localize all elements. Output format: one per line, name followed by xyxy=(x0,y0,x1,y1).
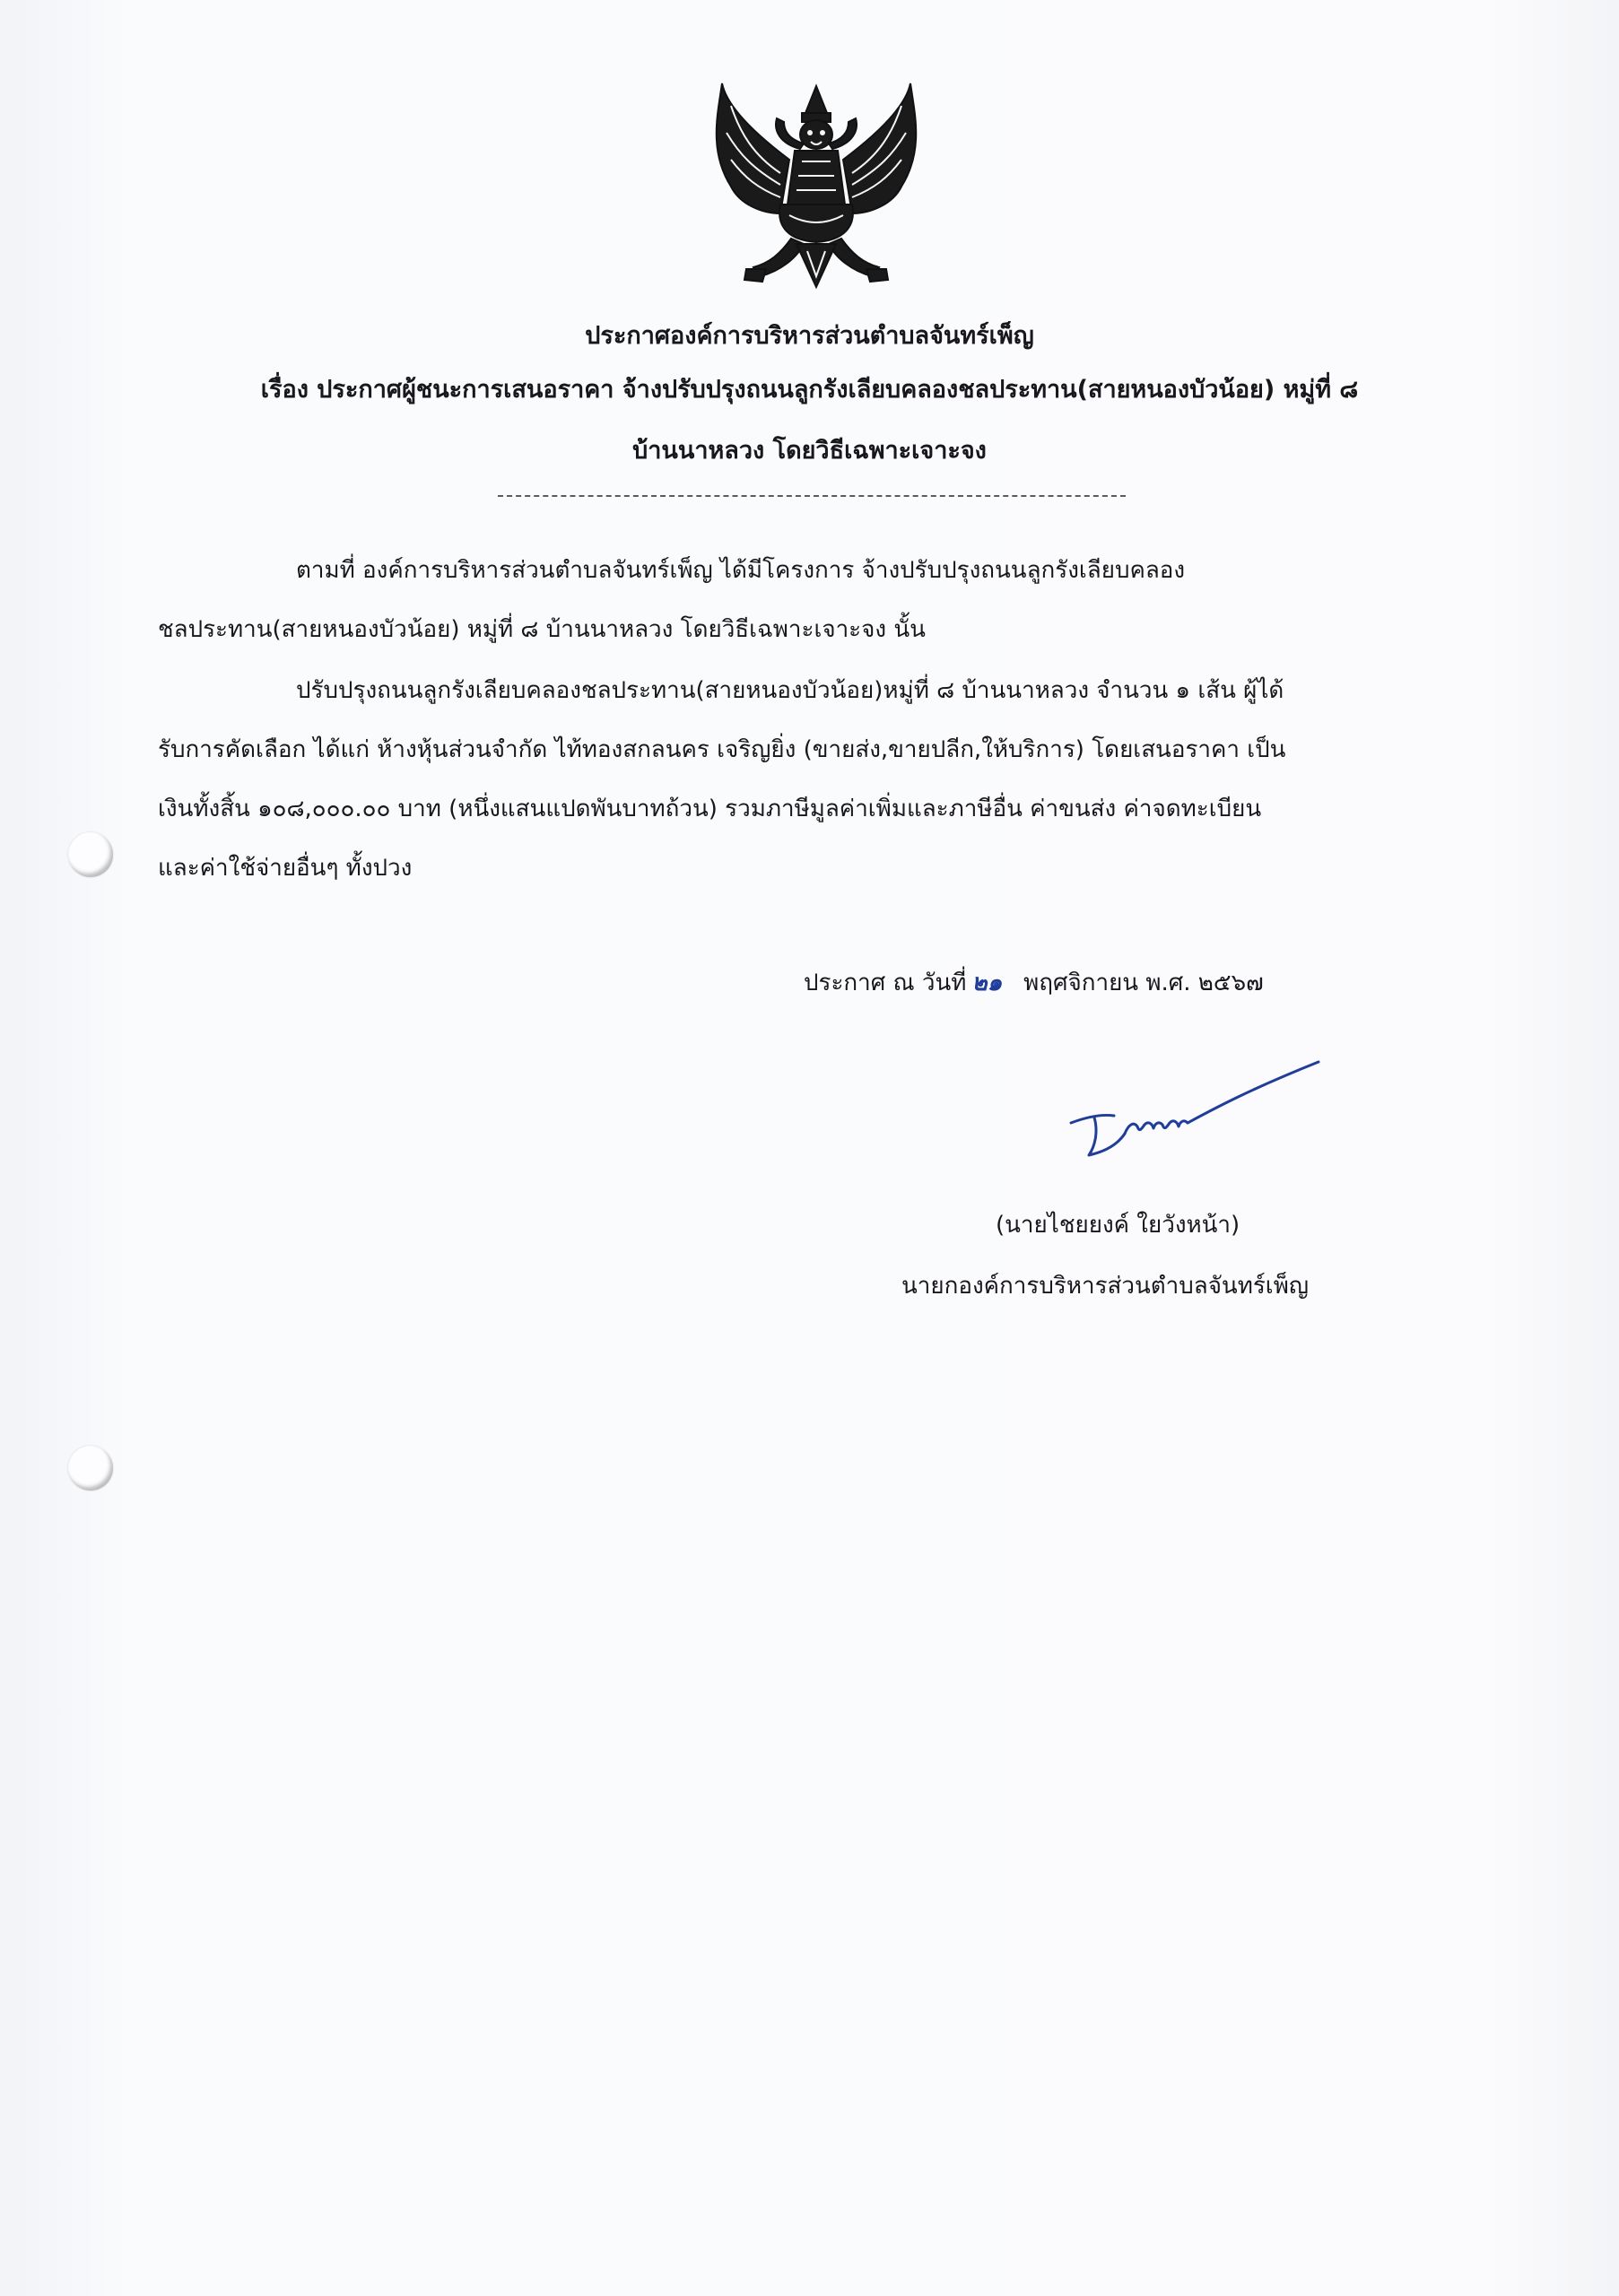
announcement-subject-continued: บ้านนาหลวง โดยวิธีเฉพาะเจาะจง xyxy=(632,437,987,465)
date-day-handwritten: ๒๑ xyxy=(971,970,1003,996)
paragraph-1-line-2: ชลประทาน(สายหนองบัวน้อย) หมู่ที่ ๘ บ้านนาหลวง โดยวิธีเฉพาะเจาะจง นั้น xyxy=(158,616,926,643)
garuda-emblem xyxy=(691,79,942,294)
signer-position: นายกองค์การบริหารส่วนตำบลจันทร์เพ็ญ xyxy=(901,1273,1309,1300)
paragraph-1-line-1: ตามที่ องค์การบริหารส่วนตำบลจันทร์เพ็ญ ได้มีโครงการ จ้างปรับปรุงถนนลูกรังเลียบคลอง xyxy=(296,557,1186,584)
handwritten-signature xyxy=(1058,1058,1327,1166)
paragraph-2-line-3: เงินทั้งสิ้น ๑๐๘,๐๐๐.๐๐ บาท (หนึ่งแสนแปดพันบาทถ้วน) รวมภาษีมูลค่าเพิ่มและภาษีอื่น ค่าขนส่ง ค่าจดทะเบียน xyxy=(158,796,1262,822)
punch-hole xyxy=(68,1446,113,1491)
date-prefix: ประกาศ ณ วันที่ xyxy=(804,970,967,996)
header-divider xyxy=(498,495,1126,497)
date-month-year: พฤศจิกายน พ.ศ. ๒๕๖๗ xyxy=(1023,970,1264,996)
paragraph-2-line-1: ปรับปรุงถนนลูกรังเลียบคลองชลประทาน(สายหนองบัวน้อย)หมู่ที่ ๘ บ้านนาหลวง จำนวน ๑ เส้น ผู้ได้ xyxy=(296,677,1284,704)
punch-hole xyxy=(68,832,113,877)
paragraph-2-line-2: รับการคัดเลือก ได้แก่ ห้างหุ้นส่วนจำกัด ไท้ทองสกลนคร เจริญยิ่ง (ขายส่ง,ขายปลีก,ให้บริการ) โดยเสนอราคา เป็น xyxy=(158,736,1286,763)
announcement-office-title: ประกาศองค์การบริหารส่วนตำบลจันทร์เพ็ญ xyxy=(585,322,1034,350)
signer-name: (นายไชยยงค์ ใยวังหน้า) xyxy=(996,1212,1240,1239)
announcement-subject: เรื่อง ประกาศผู้ชนะการเสนอราคา จ้างปรับปรุงถนนลูกรังเลียบคลองชลประทาน(สายหนองบัวน้อย) หมู่ที่ ๘ xyxy=(260,376,1359,404)
paragraph-2-line-4: และค่าใช้จ่ายอื่นๆ ทั้งปวง xyxy=(158,855,413,882)
announcement-date xyxy=(804,967,1264,999)
